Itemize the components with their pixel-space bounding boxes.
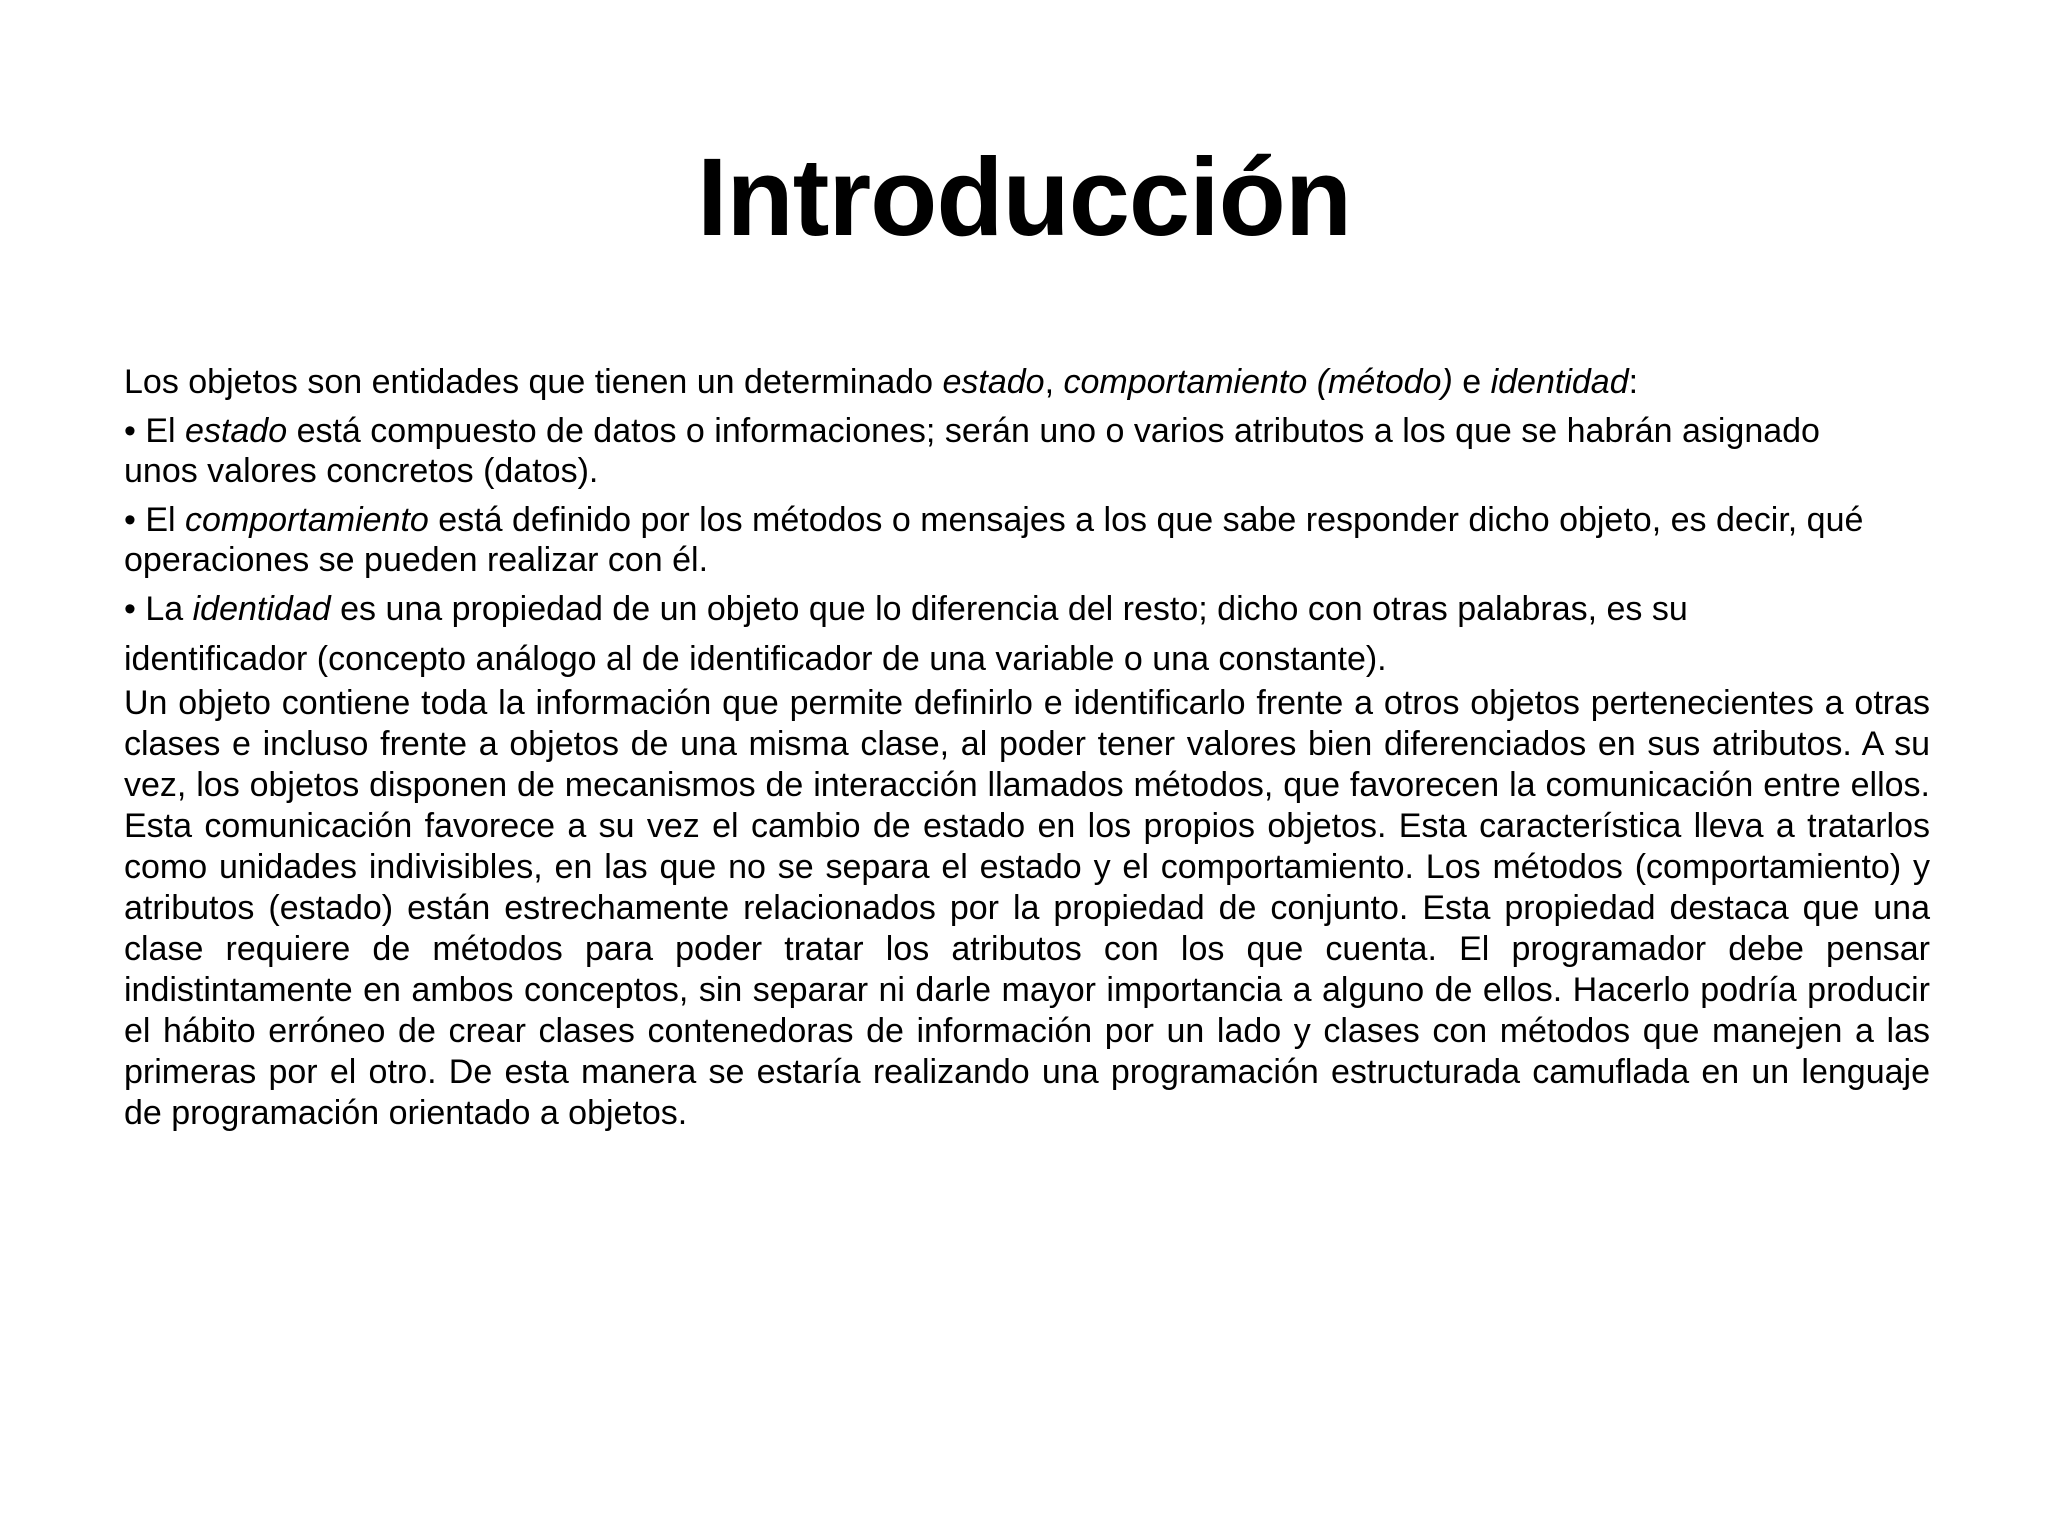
intro-sep-1: , bbox=[1044, 363, 1064, 401]
intro-term-estado: estado bbox=[942, 363, 1045, 401]
bullet-identidad-line bbox=[124, 589, 1930, 629]
bullet-term: comportamiento bbox=[185, 501, 429, 539]
body-paragraph: Un objeto contiene toda la información que permite definirlo e identificarlo frente a otros objetos pertenecientes a otras clases e incluso frente a objetos de una misma clase, al poder tener valores bien diferenciados en sus atributos. A su vez, los objetos disponen de mecanismos de interacción llamados métodos, que favorecen la comunicación entre ellos. Esta comunicación favorece a su vez el cambio de estado en los propios objetos. Esta característica lleva a tratarlos como unidades indivisibles, en las que no se separa el estado y el comportamiento. Los métodos (comportamiento) y atributos (estado) están estrechamente relacionados por la propiedad de conjunto. Esta propiedad destaca que una clase requiere de métodos para poder tratar los atributos con los que cuenta. El programador debe pensar indistintamente en ambos conceptos, sin separar ni darle mayor importancia a alguno de ellos. Hacerlo podría producir el hábito erróneo de crear clases contenedoras de información por un lado y clases con métodos que manejen a las primeras por el otro. De esta manera se estaría realizando una programación estructurada camuflada en un lenguaje de programación orientado a objetos. bbox=[124, 684, 1930, 1132]
intro-lead: Los objetos son entidades que tienen un determinado bbox=[124, 363, 943, 401]
bullet-identidad-continuation: identificador (concepto análogo al de identificador de una variable o una constante). bbox=[124, 640, 1387, 678]
bullet-estado-continuation: unos valores concretos (datos). bbox=[124, 452, 599, 490]
bullet-comportamiento-line bbox=[124, 500, 1930, 540]
bullet-term: estado bbox=[185, 412, 288, 450]
bullet-prefix: • El bbox=[124, 412, 186, 450]
bullet-comportamiento-continuation: operaciones se pueden realizar con él. bbox=[124, 541, 709, 579]
bullet-term: identidad bbox=[192, 590, 331, 628]
bullet-prefix: • La bbox=[124, 590, 193, 628]
slide-body bbox=[124, 362, 1930, 1134]
bullet-text: está definido por los métodos o mensajes a los que sabe responder dicho objeto, es decir, qué bbox=[428, 501, 1864, 539]
bullet-estado-line bbox=[124, 411, 1930, 451]
intro-line bbox=[124, 362, 1930, 402]
intro-end: : bbox=[1628, 363, 1639, 401]
bullet-text: es una propiedad de un objeto que lo diferencia del resto; dicho con otras palabras, es su bbox=[330, 590, 1688, 628]
intro-sep-2: e bbox=[1452, 363, 1491, 401]
intro-term-comportamiento: comportamiento (método) bbox=[1063, 363, 1453, 401]
bullet-text: está compuesto de datos o informaciones; serán uno o varios atributos a los que se habrán asignado bbox=[287, 412, 1820, 450]
bullet-prefix: • El bbox=[124, 501, 186, 539]
slide-title: Introducción bbox=[696, 136, 1352, 259]
intro-term-identidad: identidad bbox=[1490, 363, 1629, 401]
